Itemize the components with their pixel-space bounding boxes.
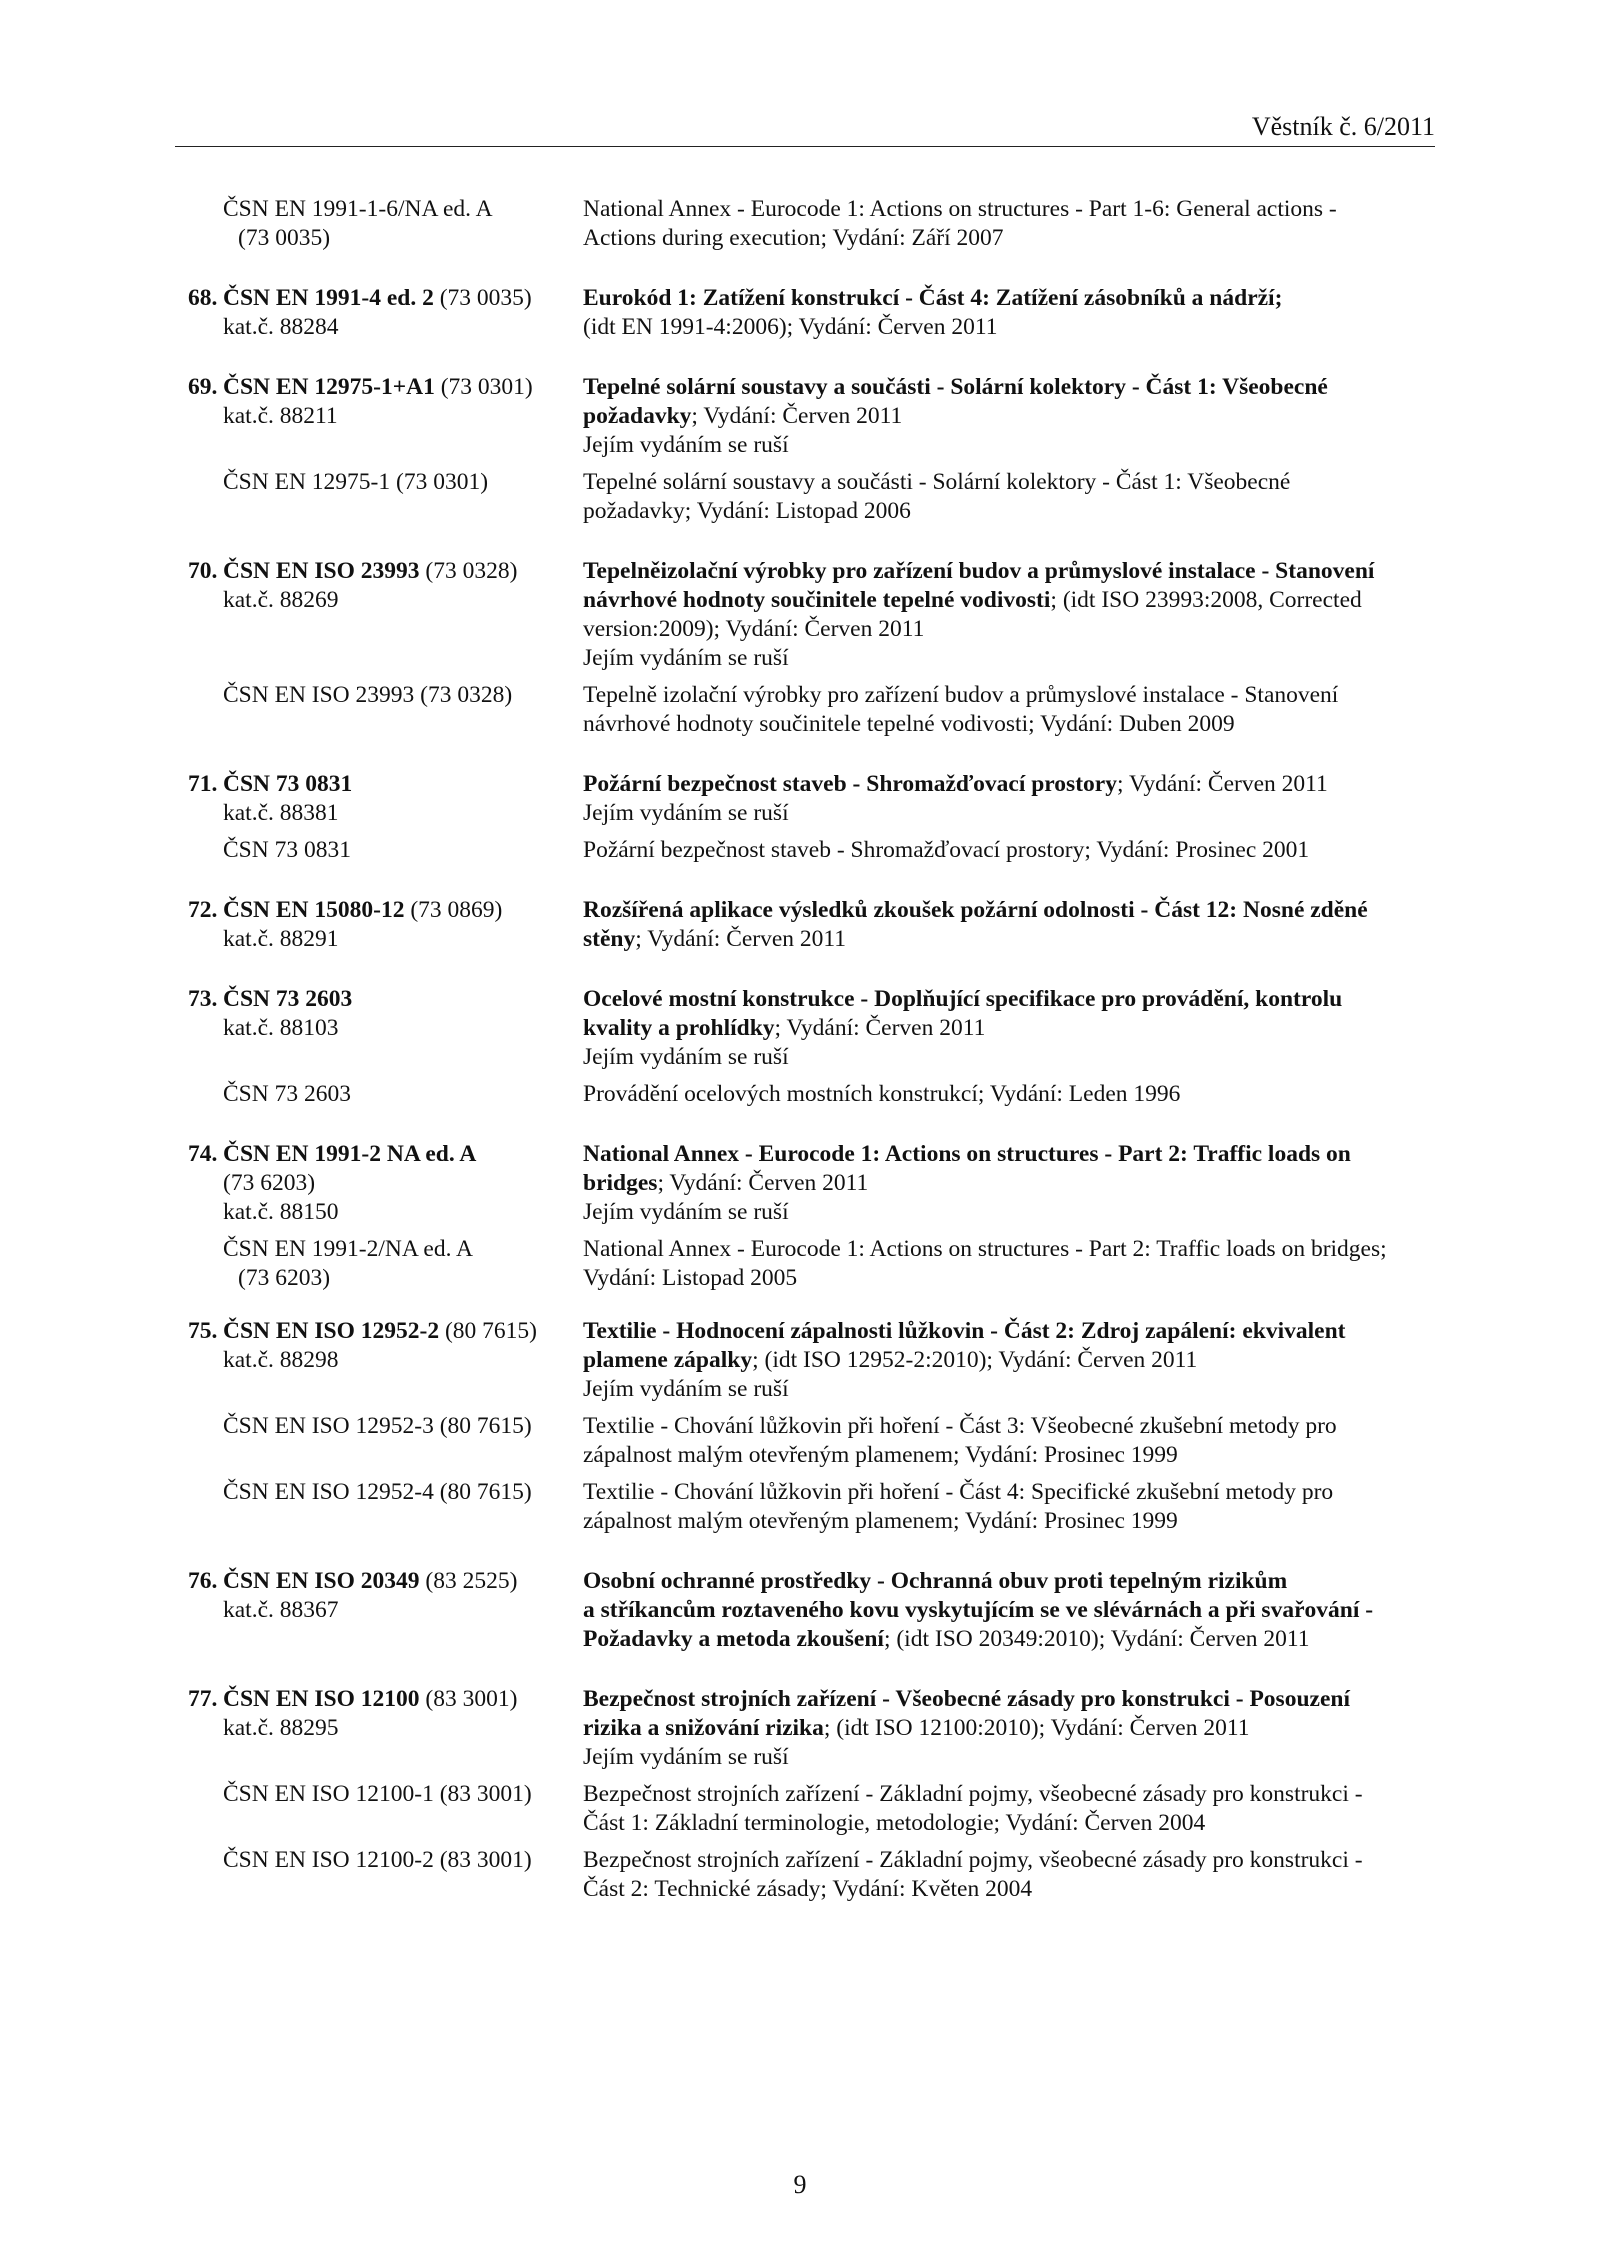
class-number: (73 0328) (419, 558, 518, 584)
title-line (583, 224, 1433, 253)
title-line (583, 402, 1433, 431)
superseded-entry (188, 1846, 1433, 1904)
entry-title-column (583, 557, 1433, 673)
entry-title-column (583, 1317, 1433, 1404)
title-text: Část 2: Technické zásady; Vydání: Květen 2004 (583, 1876, 1033, 1902)
catalog-number: kat.č. 88284 (223, 314, 339, 340)
entry-number: 69. (188, 374, 218, 400)
catalog-number: kat.č. 88291 (223, 926, 339, 952)
standard-code: ČSN EN 1991-2/NA ed. A (223, 1236, 474, 1262)
superseded-entry (188, 1478, 1433, 1536)
entry-code-column (188, 373, 583, 460)
title-line (583, 195, 1433, 224)
entry-code-line (188, 373, 583, 402)
issue-info: ; Vydání: Červen 2011 (635, 926, 847, 952)
class-number: (73 6203) (238, 1265, 331, 1291)
standard-code: ČSN 73 2603 (223, 1081, 351, 1107)
entry-code-column (188, 195, 583, 253)
title-text: Požární bezpečnost staveb - Shromažďovací prostory (583, 771, 1117, 797)
entry-code-column (188, 1235, 583, 1293)
entry-title-column (583, 1412, 1433, 1470)
class-number: (73 0301) (434, 374, 533, 400)
entry-number: 71. (188, 771, 218, 797)
catalog-number: kat.č. 88103 (223, 1015, 339, 1041)
title-text: Část 1: Základní terminologie, metodologie; Vydání: Červen 2004 (583, 1810, 1206, 1836)
page-header (175, 110, 1435, 147)
entry-code-column (188, 1685, 583, 1772)
catalog-number: kat.č. 88269 (223, 587, 339, 613)
title-line (583, 1714, 1433, 1743)
title-text: a stříkancům roztaveného kovu vyskytujícím se ve slévárnách a při svařování - (583, 1597, 1374, 1623)
catalog-number: kat.č. 88150 (223, 1199, 339, 1225)
entry-number: 72. (188, 897, 218, 923)
standards-list (188, 195, 1433, 1904)
superseded-entry (188, 1080, 1433, 1109)
title-text: Bezpečnost strojních zařízení - Základní pojmy, všeobecné zásady pro konstrukci - (583, 1847, 1363, 1873)
title-line (583, 1140, 1433, 1169)
class-number: (73 6203) (223, 1170, 316, 1196)
standard-code: ČSN 73 2603 (223, 986, 353, 1012)
entry-title-column (583, 1478, 1433, 1536)
standard-entry (188, 1685, 1433, 1772)
standard-code: ČSN EN ISO 12952-2 (223, 1318, 440, 1344)
superseded-entry (188, 195, 1433, 253)
entry-number: 76. (188, 1568, 218, 1594)
standard-code: ČSN EN 15080-12 (223, 897, 405, 923)
title-text: National Annex - Eurocode 1: Actions on structures - Part 2: Traffic loads on bridges; (583, 1236, 1387, 1262)
standard-entry (188, 1317, 1433, 1404)
standard-code: ČSN EN ISO 12100-2 (83 3001) (223, 1847, 532, 1873)
entry-title-column (583, 1685, 1433, 1772)
title-text: Požadavky a metoda zkoušení (583, 1626, 884, 1652)
entry-title-column (583, 1846, 1433, 1904)
title-line (583, 836, 1433, 865)
title-line (583, 644, 1433, 673)
entry-title-column (583, 985, 1433, 1072)
standard-entry (188, 284, 1433, 342)
entry-title-column (583, 1780, 1433, 1838)
title-text: návrhové hodnoty součinitele tepelné vodivosti; Vydání: Duben 2009 (583, 711, 1235, 737)
entry-title-column (583, 681, 1433, 739)
class-number: (83 3001) (419, 1686, 518, 1712)
standard-code: ČSN 73 0831 (223, 771, 353, 797)
title-line (583, 557, 1433, 586)
entry-code-column (188, 1317, 583, 1404)
entry-code-line (188, 284, 583, 313)
title-line (583, 586, 1433, 615)
entry-code-column (188, 468, 583, 526)
standard-code: ČSN EN ISO 12100 (223, 1686, 420, 1712)
entry-title-column (583, 836, 1433, 865)
issue-info: ; Vydání: Červen 2011 (1116, 771, 1328, 797)
issue-info: ; (idt ISO 12100:2010); Vydání: Červen 2011 (823, 1715, 1250, 1741)
entry-code-column (188, 896, 583, 954)
issue-info: ; Vydání: Červen 2011 (657, 1170, 869, 1196)
entry-code-line (188, 896, 583, 925)
title-text: návrhové hodnoty součinitele tepelné vodivosti (583, 587, 1051, 613)
superseded-entry (188, 1780, 1433, 1838)
title-text: Actions during execution; Vydání: Září 2007 (583, 225, 1004, 251)
entry-code-column (188, 1478, 583, 1536)
title-text: Rozšířená aplikace výsledků zkoušek požární odolnosti - Část 12: Nosné zděné (583, 897, 1368, 923)
title-text: Ocelové mostní konstrukce - Doplňující specifikace pro provádění, kontrolu (583, 986, 1343, 1012)
catalog-number: kat.č. 88298 (223, 1347, 339, 1373)
entry-title-column (583, 770, 1433, 828)
title-line (583, 1846, 1433, 1875)
title-line (583, 1264, 1433, 1293)
standard-code: ČSN EN ISO 12100-1 (83 3001) (223, 1781, 532, 1807)
title-text: Jejím vydáním se ruší (583, 800, 789, 826)
title-text: Tepelné solární soustavy a součásti - Solární kolektory - Část 1: Všeobecné (583, 374, 1328, 400)
title-text: bridges (583, 1170, 658, 1196)
issue-info: ; Vydání: Červen 2011 (774, 1015, 986, 1041)
class-number: (80 7615) (439, 1318, 538, 1344)
title-text: Tepelněizolační výrobky pro zařízení budov a průmyslové instalace - Stanovení (583, 558, 1375, 584)
entry-code-column (188, 1846, 583, 1904)
title-line (583, 497, 1433, 526)
title-line (583, 284, 1433, 313)
entry-code-column (188, 1567, 583, 1654)
title-text: rizika a snižování rizika (583, 1715, 824, 1741)
title-line (583, 468, 1433, 497)
entry-code-line (188, 1317, 583, 1346)
title-text: Textilie - Chování lůžkovin při hoření - Část 4: Specifické zkušební metody pro (583, 1479, 1334, 1505)
entry-title-column (583, 1080, 1433, 1109)
title-text: Tepelné solární soustavy a součásti - Solární kolektory - Část 1: Všeobecné (583, 469, 1291, 495)
title-line (583, 925, 1433, 954)
entry-code-column (188, 985, 583, 1072)
title-text: Jejím vydáním se ruší (583, 1376, 789, 1402)
title-line (583, 681, 1433, 710)
standard-code: ČSN EN 12975-1+A1 (223, 374, 435, 400)
title-text: Jejím vydáním se ruší (583, 1744, 789, 1770)
entry-title-column (583, 1567, 1433, 1654)
title-line (583, 1875, 1433, 1904)
entry-title-column (583, 1235, 1433, 1293)
standard-code: ČSN EN ISO 12952-4 (80 7615) (223, 1479, 532, 1505)
title-line (583, 1567, 1433, 1596)
standard-code: ČSN EN ISO 23993 (73 0328) (223, 682, 513, 708)
title-line (583, 896, 1433, 925)
title-line (583, 1809, 1433, 1838)
title-text: Eurokód 1: Zatížení konstrukcí - Část 4: Zatížení zásobníků a nádrží; (583, 285, 1283, 311)
standard-code: ČSN EN ISO 23993 (223, 558, 420, 584)
title-line (583, 1235, 1433, 1264)
title-line (583, 1198, 1433, 1227)
title-line (583, 1346, 1433, 1375)
title-line (583, 710, 1433, 739)
title-text: požadavky; Vydání: Listopad 2006 (583, 498, 911, 524)
standard-code: ČSN EN 12975-1 (73 0301) (223, 469, 489, 495)
title-line (583, 373, 1433, 402)
entry-code-column (188, 1412, 583, 1470)
journal-title: Věstník č. 6/2011 (1251, 112, 1435, 141)
entry-code-column (188, 557, 583, 673)
title-line (583, 431, 1433, 460)
superseded-entry (188, 681, 1433, 739)
standard-entry (188, 1567, 1433, 1654)
title-line (583, 1596, 1433, 1625)
entry-code-column (188, 681, 583, 739)
title-text: Provádění ocelových mostních konstrukcí; Vydání: Leden 1996 (583, 1081, 1181, 1107)
entry-code-column (188, 1780, 583, 1838)
catalog-number: kat.č. 88367 (223, 1597, 339, 1623)
entry-title-column (583, 1140, 1433, 1227)
superseded-entry (188, 1412, 1433, 1470)
entry-code-column (188, 284, 583, 342)
title-line (583, 985, 1433, 1014)
title-text: (idt EN 1991-4:2006); Vydání: Červen 2011 (583, 314, 998, 340)
title-text: National Annex - Eurocode 1: Actions on structures - Part 1-6: General actions - (583, 196, 1337, 222)
entry-number: 77. (188, 1686, 218, 1712)
issue-info: ; (idt ISO 23993:2008, Corrected (1050, 587, 1362, 613)
entry-number: 74. (188, 1141, 218, 1167)
title-text: Jejím vydáním se ruší (583, 432, 789, 458)
entry-title-column (583, 468, 1433, 526)
catalog-number: kat.č. 88295 (223, 1715, 339, 1741)
title-text: Jejím vydáním se ruší (583, 645, 789, 671)
standard-code: ČSN EN ISO 12952-3 (80 7615) (223, 1413, 532, 1439)
entry-number: 73. (188, 986, 218, 1012)
catalog-number: kat.č. 88211 (223, 403, 338, 429)
issue-info: ; (idt ISO 12952-2:2010); Vydání: Červen 2011 (752, 1347, 1198, 1373)
title-text: Bezpečnost strojních zařízení - Základní pojmy, všeobecné zásady pro konstrukci - (583, 1781, 1363, 1807)
standard-entry (188, 557, 1433, 673)
class-number: (73 0035) (433, 285, 532, 311)
catalog-number: kat.č. 88381 (223, 800, 339, 826)
class-number: (83 2525) (419, 1568, 518, 1594)
title-line (583, 1080, 1433, 1109)
title-text: Osobní ochranné prostředky - Ochranná obuv proti tepelným rizikům (583, 1568, 1288, 1594)
entry-code-line (188, 1685, 583, 1714)
standard-entry (188, 770, 1433, 828)
entry-code-line (188, 985, 583, 1014)
entry-title-column (583, 373, 1433, 460)
title-text: National Annex - Eurocode 1: Actions on structures - Part 2: Traffic loads on (583, 1141, 1351, 1167)
title-line (583, 1412, 1433, 1441)
title-line (583, 1780, 1433, 1809)
title-text: Jejím vydáním se ruší (583, 1044, 789, 1070)
entry-number: 68. (188, 285, 218, 311)
title-line (583, 1625, 1433, 1654)
title-text: požadavky (583, 403, 692, 429)
class-number: (73 0869) (404, 897, 503, 923)
superseded-entry (188, 468, 1433, 526)
entry-code-line (188, 1567, 583, 1596)
standard-entry (188, 985, 1433, 1072)
title-line (583, 1317, 1433, 1346)
title-text: Tepelně izolační výrobky pro zařízení budov a průmyslové instalace - Stanovení (583, 682, 1339, 708)
standard-code: ČSN 73 0831 (223, 837, 351, 863)
title-line (583, 1375, 1433, 1404)
title-line (583, 770, 1433, 799)
title-text: kvality a prohlídky (583, 1015, 775, 1041)
title-line (583, 313, 1433, 342)
entry-code-line (188, 770, 583, 799)
standard-entry (188, 896, 1433, 954)
title-line (583, 1685, 1433, 1714)
issue-info: ; Vydání: Červen 2011 (691, 403, 903, 429)
title-text: stěny (583, 926, 636, 952)
entry-code-column (188, 770, 583, 828)
entry-code-line (188, 557, 583, 586)
title-line (583, 799, 1433, 828)
title-text: Vydání: Listopad 2005 (583, 1265, 798, 1291)
title-text: version:2009); Vydání: Červen 2011 (583, 616, 925, 642)
title-text: plamene zápalky (583, 1347, 753, 1373)
title-text: Požární bezpečnost staveb - Shromažďovací prostory; Vydání: Prosinec 2001 (583, 837, 1310, 863)
page-number: 9 (793, 2170, 807, 2199)
title-line (583, 1507, 1433, 1536)
entry-code-column (188, 836, 583, 865)
entry-code-column (188, 1140, 583, 1227)
entry-title-column (583, 284, 1433, 342)
title-line (583, 1441, 1433, 1470)
standard-code: ČSN EN 1991-2 NA ed. A (223, 1141, 477, 1167)
title-line (583, 615, 1433, 644)
standard-entry (188, 1140, 1433, 1227)
title-text: Textilie - Chování lůžkovin při hoření - Část 3: Všeobecné zkušební metody pro (583, 1413, 1337, 1439)
standard-code: ČSN EN 1991-1-6/NA ed. A (223, 196, 493, 222)
standard-entry (188, 373, 1433, 460)
issue-info: ; (idt ISO 20349:2010); Vydání: Červen 2011 (883, 1626, 1310, 1652)
entry-title-column (583, 896, 1433, 954)
title-line (583, 1014, 1433, 1043)
title-line (583, 1169, 1433, 1198)
standard-code: ČSN EN 1991-4 ed. 2 (223, 285, 434, 311)
superseded-entry (188, 836, 1433, 865)
entry-number: 70. (188, 558, 218, 584)
title-text: zápalnost malým otevřeným plamenem; Vydání: Prosinec 1999 (583, 1508, 1178, 1534)
entry-number: 75. (188, 1318, 218, 1344)
title-line (583, 1743, 1433, 1772)
title-text: Bezpečnost strojních zařízení - Všeobecné zásady pro konstrukci - Posouzení (583, 1686, 1350, 1712)
entry-code-line (188, 1140, 583, 1169)
title-text: zápalnost malým otevřeným plamenem; Vydání: Prosinec 1999 (583, 1442, 1178, 1468)
class-number: (73 0035) (238, 225, 331, 251)
entry-code-column (188, 1080, 583, 1109)
entry-title-column (583, 195, 1433, 253)
title-text: Jejím vydáním se ruší (583, 1199, 789, 1225)
title-line (583, 1478, 1433, 1507)
title-text: Textilie - Hodnocení zápalnosti lůžkovin - Část 2: Zdroj zapálení: ekvivalent (583, 1318, 1346, 1344)
superseded-entry (188, 1235, 1433, 1293)
title-line (583, 1043, 1433, 1072)
standard-code: ČSN EN ISO 20349 (223, 1568, 420, 1594)
